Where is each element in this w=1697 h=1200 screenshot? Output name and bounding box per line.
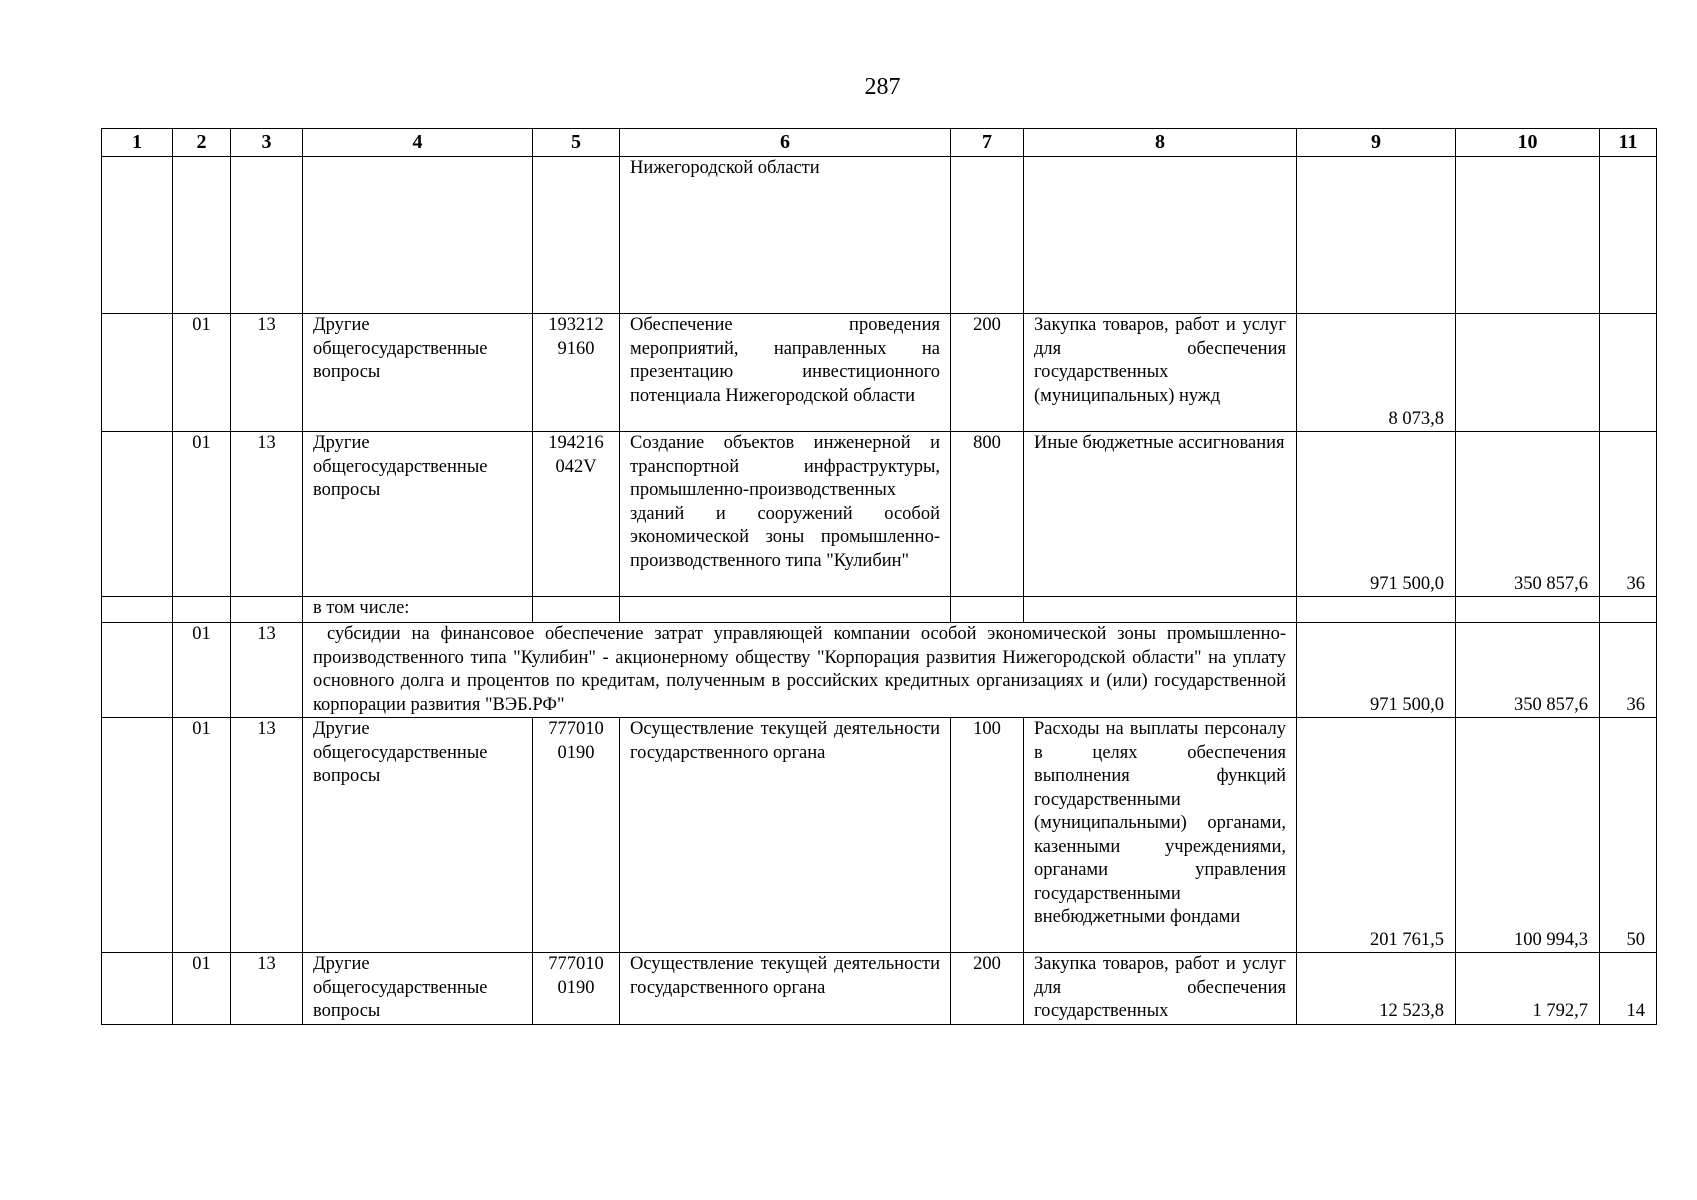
cell-target-code: 193212 9160 <box>533 314 620 432</box>
cell-pr: 13 <box>231 623 303 718</box>
table-row <box>102 432 1657 597</box>
cell-percent <box>1600 597 1657 623</box>
cell-plan: 12 523,8 <box>1297 953 1456 1025</box>
cell-expense-name: Расходы на выплаты персоналу в целях обеспечения выполнения функций государственными (муниципальными) органами, казенными учреждениями, органами управления государственными внебюджетными фондами <box>1024 718 1297 953</box>
cell-expense-code: 800 <box>951 432 1024 597</box>
cell-percent <box>1600 314 1657 432</box>
col-header-3: 3 <box>231 129 303 157</box>
cell-percent: 50 <box>1600 718 1657 953</box>
table-row <box>102 597 1657 623</box>
cell-expense-code: 200 <box>951 314 1024 432</box>
cell-section <box>102 597 173 623</box>
table-row <box>102 314 1657 432</box>
cell-name: Другие общегосударственные вопросы <box>303 314 533 432</box>
cell-section <box>102 953 173 1025</box>
col-header-2: 2 <box>173 129 231 157</box>
cell-plan: 971 500,0 <box>1297 432 1456 597</box>
col-header-5: 5 <box>533 129 620 157</box>
cell-pr <box>231 597 303 623</box>
cell-expense-name: Закупка товаров, работ и услуг для обеспечения государственных (муниципальных) нужд <box>1024 314 1297 432</box>
cell-fact: 350 857,6 <box>1456 432 1600 597</box>
cell-name <box>303 157 533 314</box>
table-row <box>102 623 1657 718</box>
cell-expense-code <box>951 157 1024 314</box>
cell-percent: 36 <box>1600 623 1657 718</box>
cell-pr: 13 <box>231 432 303 597</box>
cell-percent <box>1600 157 1657 314</box>
cell-section <box>102 432 173 597</box>
cell-expense-code: 100 <box>951 718 1024 953</box>
cell-name: Другие общегосударственные вопросы <box>303 953 533 1025</box>
cell-section <box>102 157 173 314</box>
col-header-4: 4 <box>303 129 533 157</box>
cell-expense-name: Иные бюджетные ассигнования <box>1024 432 1297 597</box>
cell-name: Другие общегосударственные вопросы <box>303 718 533 953</box>
cell-section <box>102 718 173 953</box>
cell-plan <box>1297 597 1456 623</box>
cell-rz: 01 <box>173 314 231 432</box>
cell-pr <box>231 157 303 314</box>
cell-plan: 971 500,0 <box>1297 623 1456 718</box>
cell-pr: 13 <box>231 314 303 432</box>
col-header-9: 9 <box>1297 129 1456 157</box>
cell-section <box>102 314 173 432</box>
cell-target-name: Осуществление текущей деятельности государственного органа <box>620 953 951 1025</box>
cell-percent: 36 <box>1600 432 1657 597</box>
cell-target-code <box>533 157 620 314</box>
cell-target-code: 194216 042V <box>533 432 620 597</box>
cell-fact <box>1456 157 1600 314</box>
cell-subsidy-description: субсидии на финансовое обеспечение затрат управляющей компании особой экономической зоны промышленно-производственного типа "Кулибин" - акционерному обществу "Корпорация развития Нижегородской области" на уплату основного долга и процентов по кредитам, полученным в российских кредитных организациях и (или) государственной корпорации развития "ВЭБ.РФ" <box>303 623 1297 718</box>
cell-target-name: Нижегородской области <box>620 157 951 314</box>
cell-rz <box>173 157 231 314</box>
cell-fact <box>1456 597 1600 623</box>
cell-rz: 01 <box>173 623 231 718</box>
cell-expense-name <box>1024 157 1297 314</box>
cell-name: Другие общегосударственные вопросы <box>303 432 533 597</box>
col-header-1: 1 <box>102 129 173 157</box>
cell-expense-code: 200 <box>951 953 1024 1025</box>
cell-section <box>102 623 173 718</box>
budget-table <box>101 128 1657 1025</box>
cell-target-name: Создание объектов инженерной и транспортной инфраструктуры, промышленно-производственных зданий и сооружений особой экономической зоны промышленно-производственного типа "Кулибин" <box>620 432 951 597</box>
table-row <box>102 718 1657 953</box>
col-header-6: 6 <box>620 129 951 157</box>
header-row <box>102 129 1657 157</box>
cell-expense-name: Закупка товаров, работ и услуг для обеспечения государственных <box>1024 953 1297 1025</box>
cell-rz <box>173 597 231 623</box>
cell-fact: 100 994,3 <box>1456 718 1600 953</box>
cell-plan: 8 073,8 <box>1297 314 1456 432</box>
cell-expense-code <box>951 597 1024 623</box>
cell-target-code: 777010 0190 <box>533 953 620 1025</box>
cell-target-name <box>620 597 951 623</box>
cell-percent: 14 <box>1600 953 1657 1025</box>
cell-target-name: Осуществление текущей деятельности государственного органа <box>620 718 951 953</box>
cell-fact <box>1456 314 1600 432</box>
page-number: 287 <box>864 74 901 100</box>
cell-plan: 201 761,5 <box>1297 718 1456 953</box>
cell-pr: 13 <box>231 718 303 953</box>
cell-fact: 350 857,6 <box>1456 623 1600 718</box>
cell-expense-name <box>1024 597 1297 623</box>
cell-rz: 01 <box>173 953 231 1025</box>
cell-rz: 01 <box>173 718 231 953</box>
cell-target-name: Обеспечение проведения мероприятий, направленных на презентацию инвестиционного потенциала Нижегородской области <box>620 314 951 432</box>
col-header-11: 11 <box>1600 129 1657 157</box>
cell-target-code <box>533 597 620 623</box>
table-row <box>102 953 1657 1025</box>
cell-rz: 01 <box>173 432 231 597</box>
col-header-10: 10 <box>1456 129 1600 157</box>
cell-name: в том числе: <box>303 597 533 623</box>
cell-pr: 13 <box>231 953 303 1025</box>
col-header-8: 8 <box>1024 129 1297 157</box>
cell-target-code: 777010 0190 <box>533 718 620 953</box>
table-row <box>102 157 1657 314</box>
cell-fact: 1 792,7 <box>1456 953 1600 1025</box>
col-header-7: 7 <box>951 129 1024 157</box>
cell-plan <box>1297 157 1456 314</box>
